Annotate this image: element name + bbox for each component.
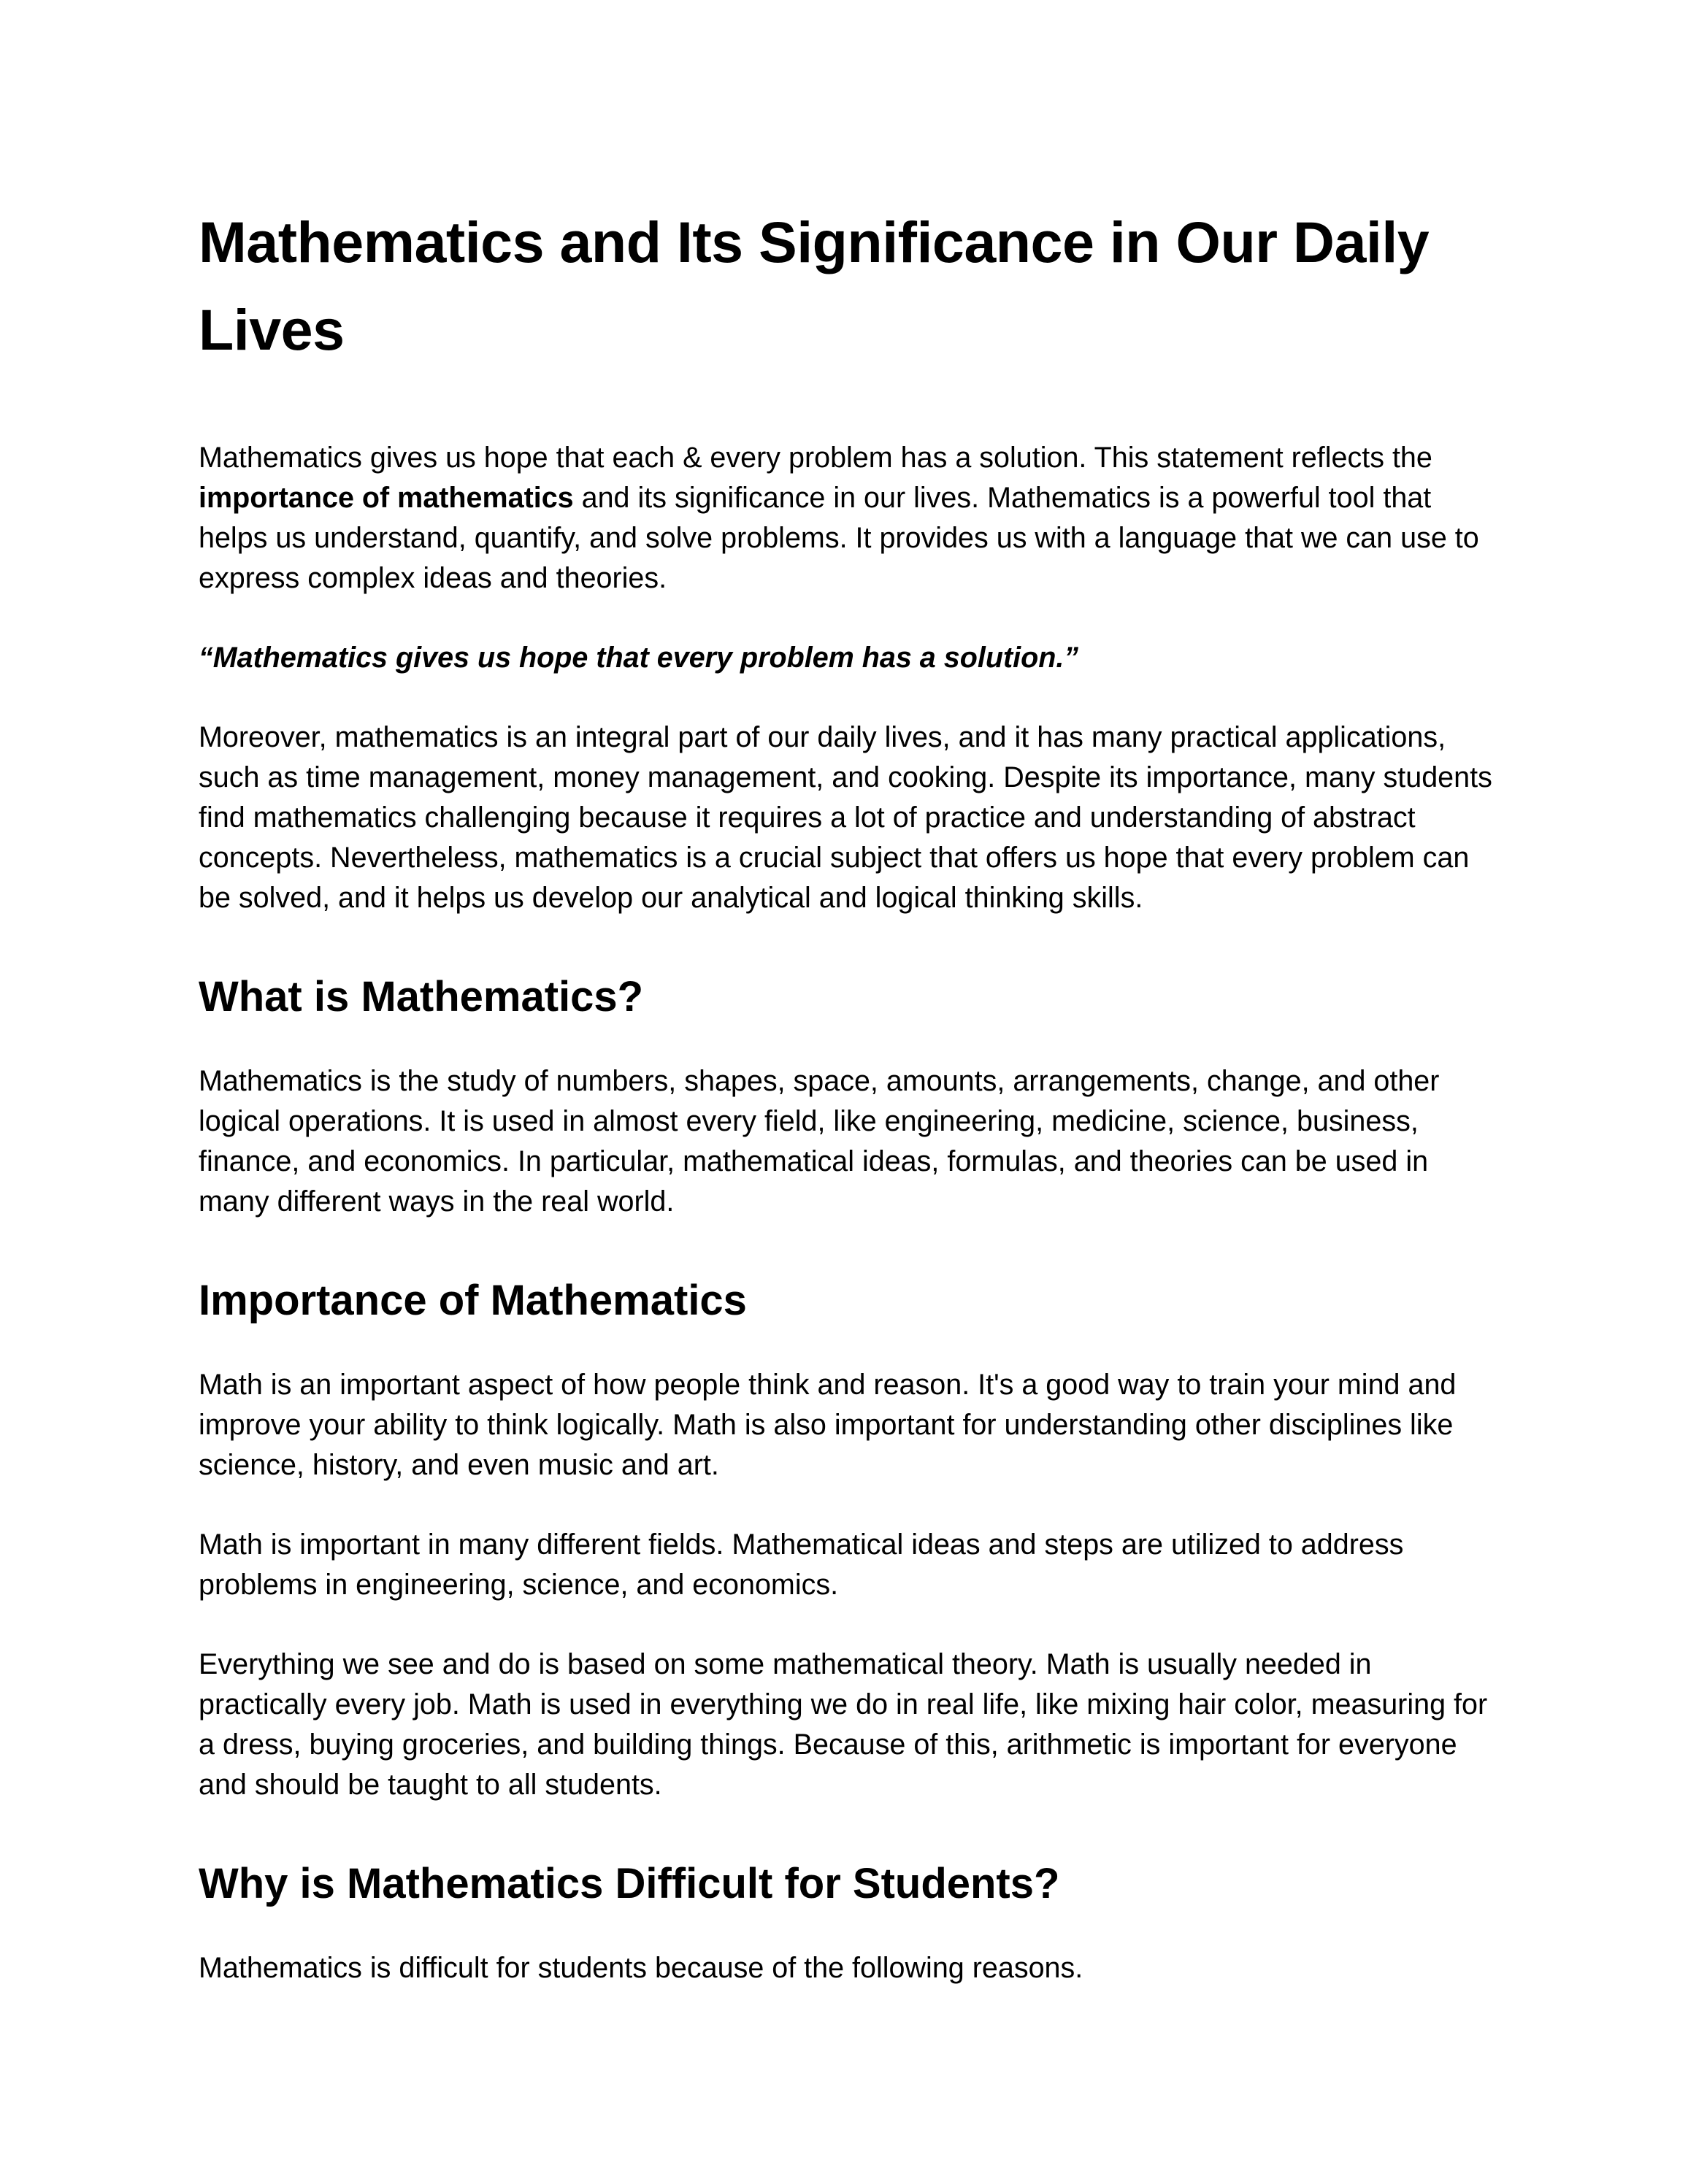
page-title: Mathematics and Its Significance in Our Daily Lives	[199, 209, 1430, 362]
intro-text-end: and its significance in our lives. Mathematics is a powerful tool that helps us understand, quantify, and solve problems. It provides us with a language that we can use to express complex ideas and theories.	[199, 482, 1479, 594]
what-is-paragraph: Mathematics is the study of numbers, shapes, space, amounts, arrangements, change, and other logical operations. It is used in almost every field, like engineering, medicine, science, business, finance, and economics. In particular, mathematical ideas, formulas, and theories can be used in many different ways in the real world.	[199, 1065, 1440, 1218]
heading-importance: Importance of Mathematics	[199, 1277, 747, 1324]
intro-paragraph	[199, 438, 1498, 599]
importance-paragraph-1: Math is an important aspect of how people think and reason. It's a good way to train your mind and improve your ability to think logically. Math is also important for understanding other disciplines like science, history, and even music and art.	[199, 1369, 1457, 1481]
heading-why-difficult: Why is Mathematics Difficult for Students?	[199, 1860, 1060, 1907]
intro-text-start: Mathematics gives us hope that each & every problem has a solution. This statement reflects the	[199, 442, 1432, 474]
moreover-paragraph: Moreover, mathematics is an integral part of our daily lives, and it has many practical applications, such as time management, money management, and cooking. Despite its importance, many students find mathematics challenging because it requires a lot of practice and understanding of abstract concepts. Nevertheless, mathematics is a crucial subject that offers us hope that every problem can be solved, and it helps us develop our analytical and logical thinking skills.	[199, 721, 1492, 914]
document-page	[199, 199, 1498, 2028]
why-difficult-paragraph: Mathematics is difficult for students because of the following reasons.	[199, 1952, 1083, 1984]
importance-paragraph-2: Math is important in many different fields. Mathematical ideas and steps are utilized to address problems in engineering, science, and economics.	[199, 1529, 1404, 1601]
importance-paragraph-3: Everything we see and do is based on some mathematical theory. Math is usually needed in practically every job. Math is used in everything we do in real life, like mixing hair color, measuring for a dress, buying groceries, and building things. Because of this, arithmetic is important for everyone and should be taught to all students.	[199, 1648, 1488, 1801]
intro-bold-phrase: importance of mathematics	[199, 482, 574, 514]
heading-what-is-mathematics: What is Mathematics?	[199, 973, 644, 1020]
quote: “Mathematics gives us hope that every problem has a solution.”	[199, 642, 1079, 674]
